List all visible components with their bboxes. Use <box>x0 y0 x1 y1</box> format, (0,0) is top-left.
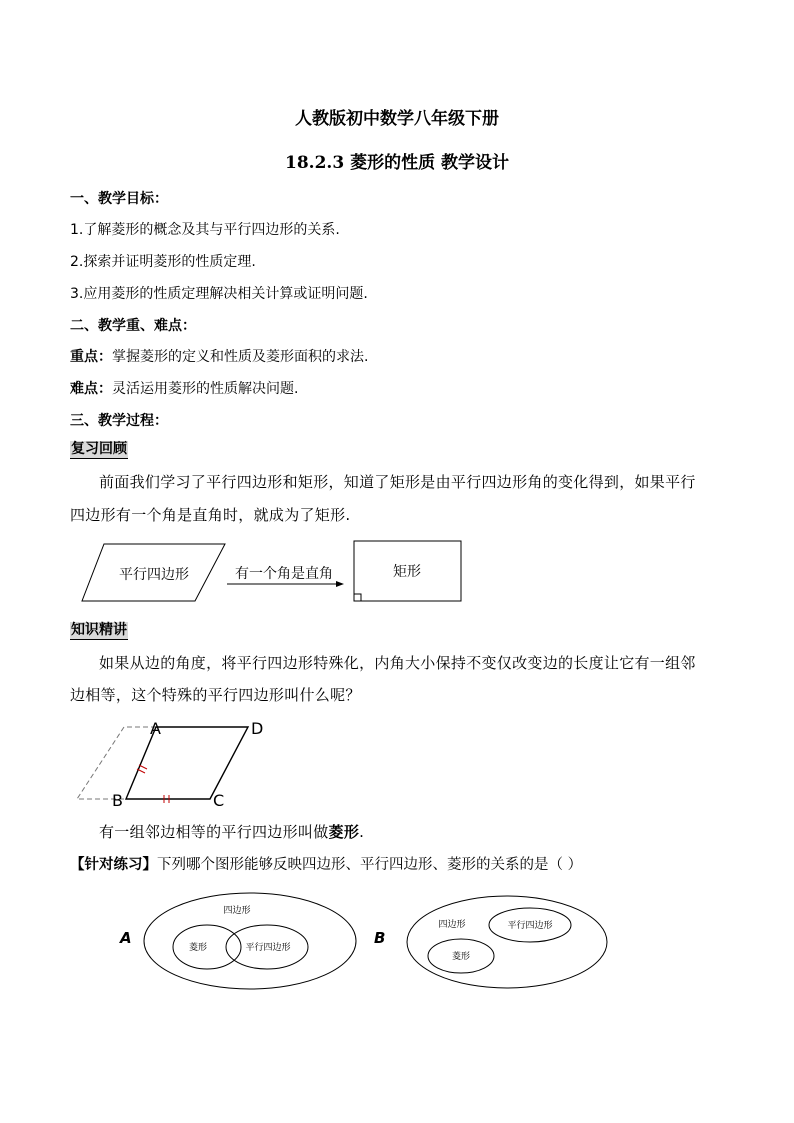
option-b-rhombus-label: 菱形 <box>451 952 471 962</box>
flow-diagram <box>70 536 470 606</box>
option-a-letter: A <box>120 929 132 947</box>
right-angle-mark <box>354 594 361 601</box>
objective-item: 1.了解菱形的概念及其与平行四边形的关系. <box>70 222 340 238</box>
option-b-outer-label: 四边形 <box>438 920 466 930</box>
lesson-title: 18.2.3 菱形的性质 教学设计 <box>285 153 509 173</box>
review-paragraph-line: 四边形有一个角是直角时，就成为了矩形. <box>70 506 351 524</box>
difficulty-label: 难点： <box>70 381 112 397</box>
practice-line <box>70 853 582 874</box>
rhombus-figure <box>70 712 280 812</box>
review-label: 复习回顾 <box>71 441 127 457</box>
section-heading-keypoints: 二、教学重、难点： <box>70 318 196 334</box>
definition-period: . <box>359 823 365 841</box>
condition-label: 有一个角是直角 <box>235 566 333 582</box>
definition-term: 菱形 <box>328 823 360 841</box>
option-b-parallelogram-label: 平行四边形 <box>507 921 553 931</box>
objective-item: 2.探索并证明菱形的性质定理. <box>70 254 256 270</box>
difficulty-line <box>70 378 298 398</box>
review-paragraph-line: 前面我们学习了平行四边形和矩形，知道了矩形是由平行四边形角的变化得到，如果平行 <box>99 473 696 491</box>
venn-options <box>100 885 640 995</box>
difficulty-text: 灵活运用菱形的性质解决问题. <box>112 381 299 397</box>
section-heading-process: 三、教学过程： <box>70 413 168 429</box>
practice-label: 【针对练习】 <box>70 857 157 873</box>
key-point-line <box>70 346 368 366</box>
practice-question: 下列哪个图形能够反映四边形、平行四边形、菱形的关系的是（ ） <box>157 857 583 873</box>
objective-item: 3.应用菱形的性质定理解决相关计算或证明问题. <box>70 286 368 302</box>
knowledge-paragraph-line: 边相等，这个特殊的平行四边形叫什么呢？ <box>70 686 361 704</box>
vertex-label-d: D <box>251 719 264 738</box>
document-title: 人教版初中数学八年级下册 <box>295 109 499 129</box>
vertex-label-c: C <box>213 791 225 810</box>
knowledge-label: 知识精讲 <box>71 622 127 638</box>
rectangle-label: 矩形 <box>393 564 421 580</box>
key-point-label: 重点： <box>70 349 112 365</box>
vertex-label-a: A <box>150 719 161 738</box>
arrow-head <box>336 581 344 587</box>
equal-side-tick <box>139 765 147 769</box>
knowledge-paragraph-line: 如果从边的角度，将平行四边形特殊化，内角大小保持不变仅改变边的长度让它有一组邻 <box>99 654 696 672</box>
option-b-letter: B <box>374 929 386 947</box>
rhombus-shape <box>126 727 248 799</box>
key-point-text: 掌握菱形的定义和性质及菱形面积的求法. <box>112 349 369 365</box>
option-a-outer-label: 四边形 <box>223 906 251 916</box>
section-heading-objectives: 一、教学目标： <box>70 191 168 207</box>
option-b-outer-ellipse <box>407 896 607 988</box>
option-a-parallelogram-label: 平行四边形 <box>245 943 291 953</box>
parallelogram-label: 平行四边形 <box>119 567 189 583</box>
dashed-parallelogram <box>77 727 156 799</box>
definition-text: 有一组邻边相等的平行四边形叫做 <box>99 823 329 841</box>
option-a-rhombus-label: 菱形 <box>188 943 208 953</box>
vertex-label-b: B <box>112 791 123 810</box>
definition-line <box>99 821 364 842</box>
